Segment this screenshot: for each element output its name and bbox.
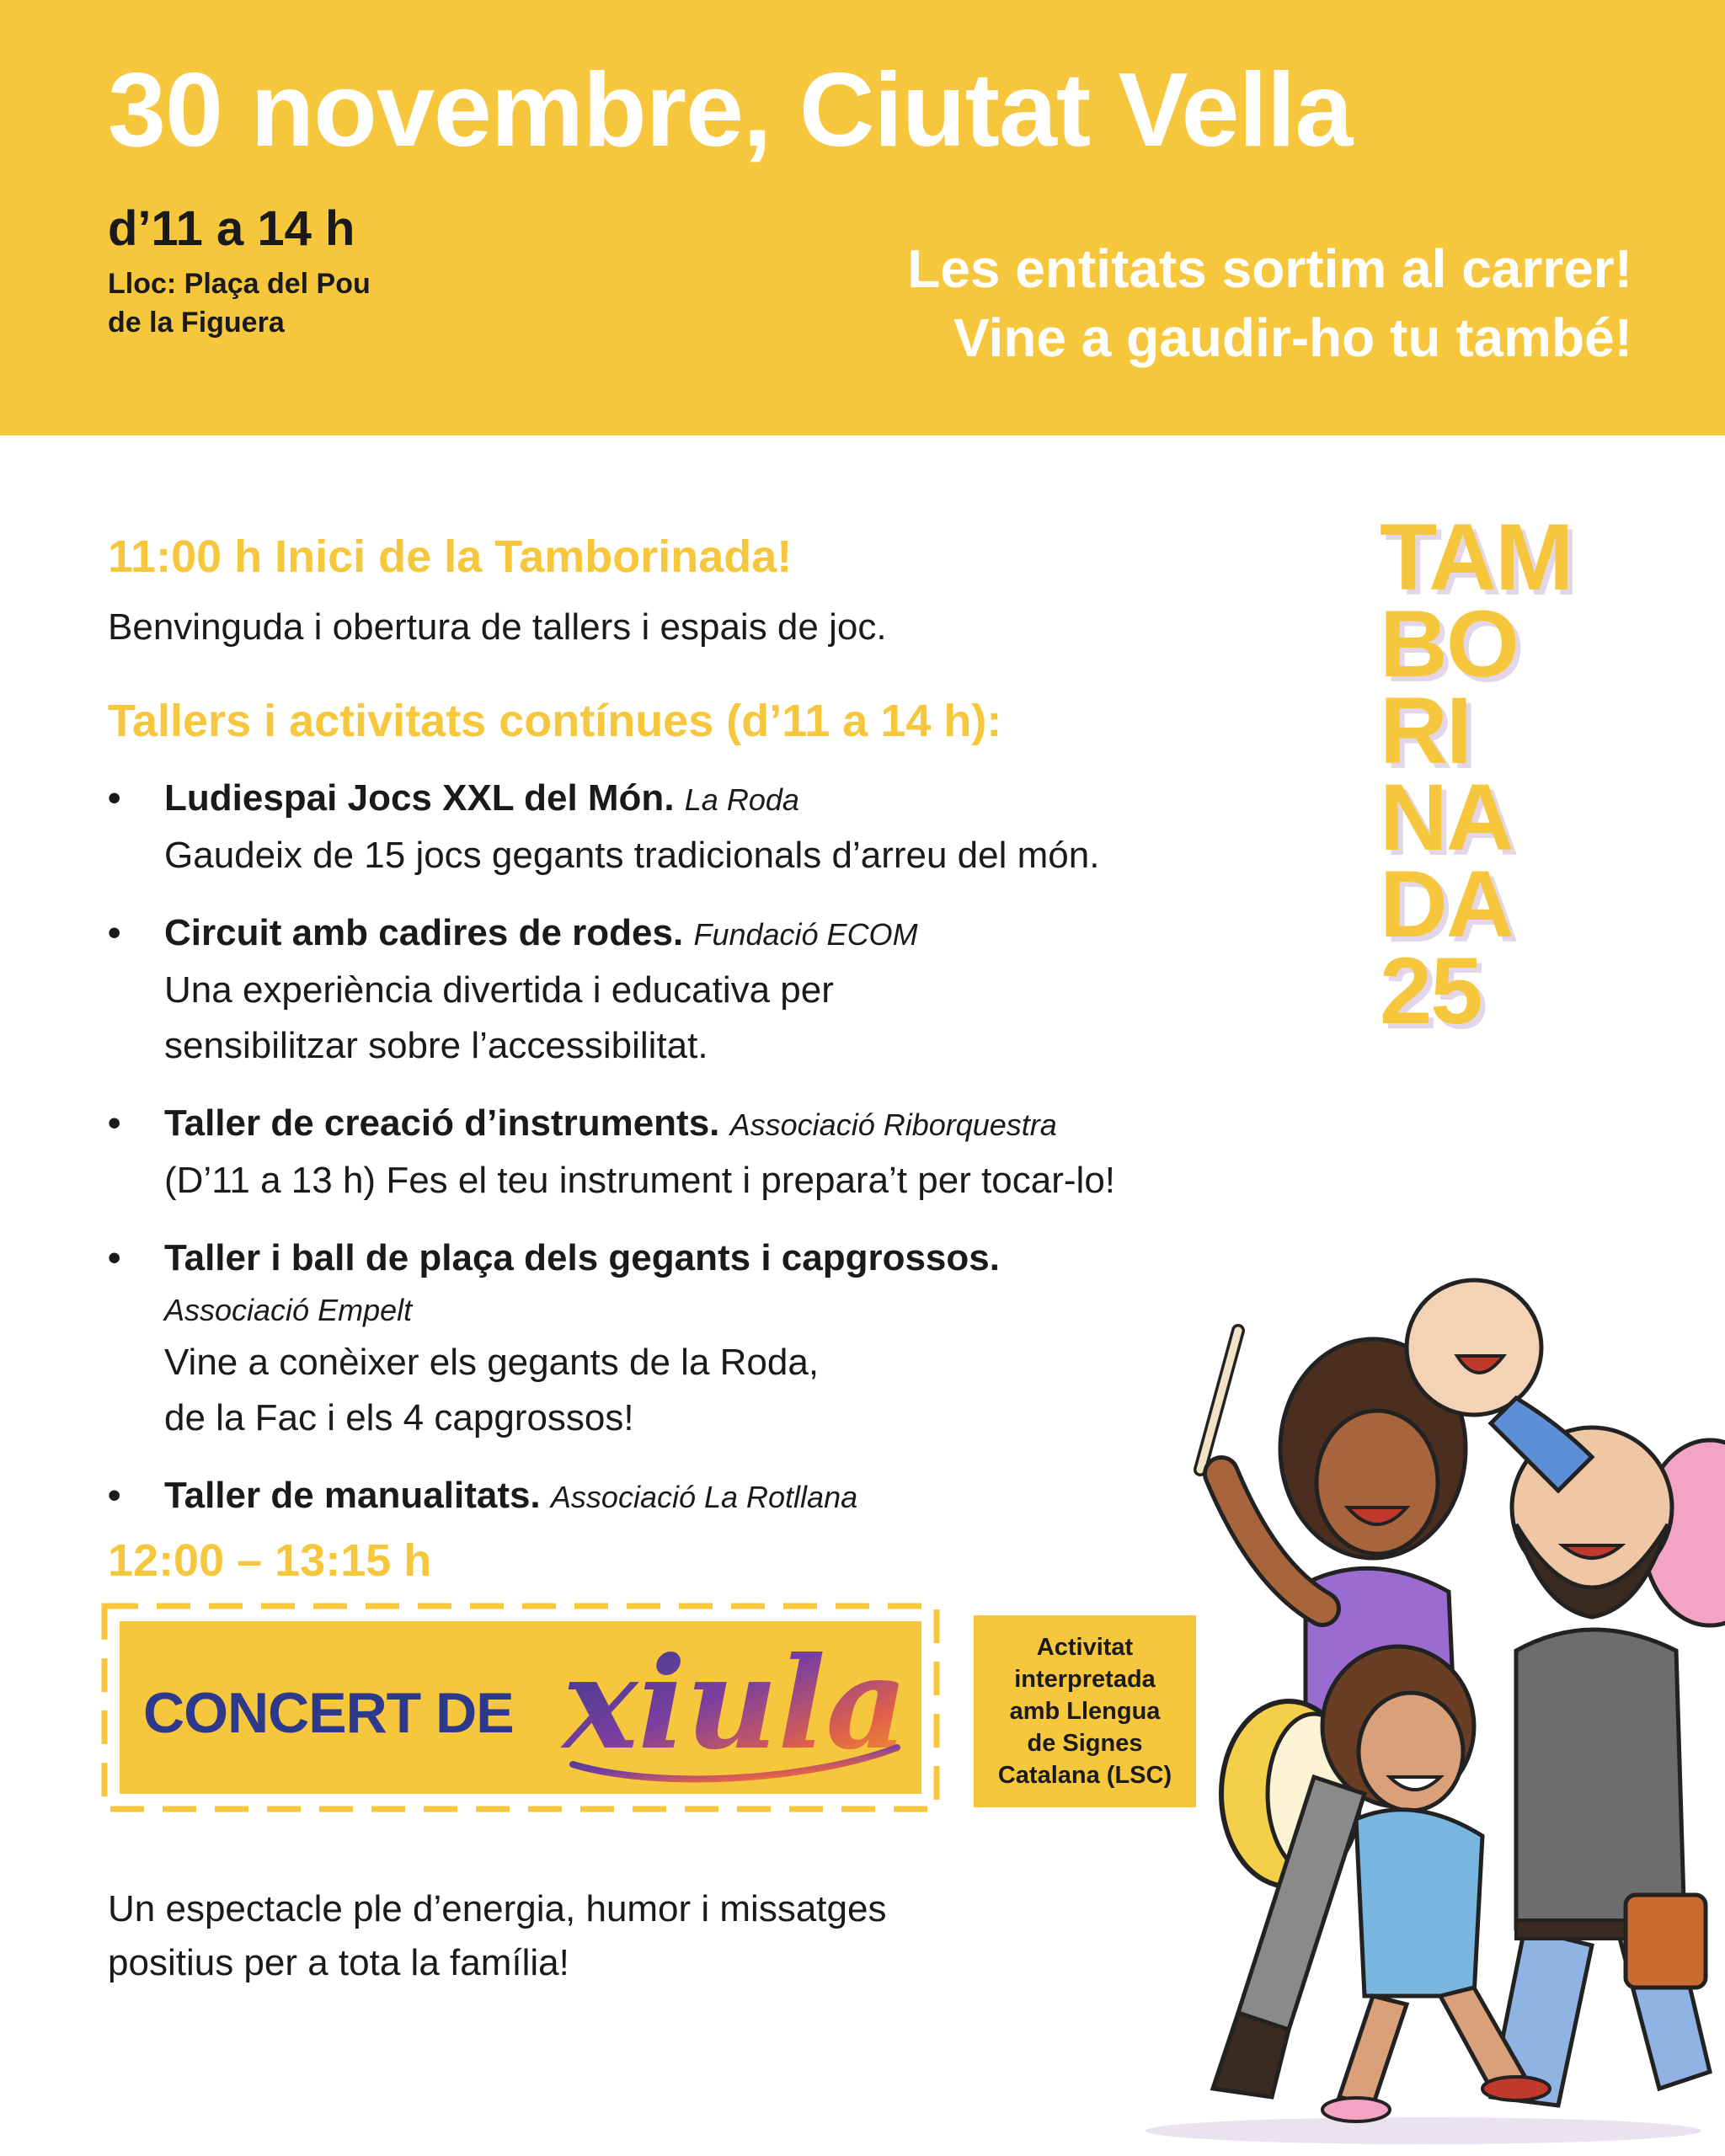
activity-org: Associació La Rotllana <box>550 1480 858 1514</box>
slogan <box>907 234 1632 372</box>
list-item <box>108 1468 1203 1525</box>
event-hours: d’11 a 14 h <box>108 201 355 256</box>
family-illustration <box>1120 1255 1725 2148</box>
xiula-logo <box>556 1621 910 1790</box>
activity-org: La Roda <box>684 782 799 817</box>
activity-title: Taller de manualitats. <box>164 1475 541 1516</box>
activity-description: Gaudeix de 15 jocs gegants tradicionals d’arreu del món. <box>164 835 1100 876</box>
list-item <box>108 905 1203 1074</box>
bullet: • <box>108 1475 121 1516</box>
concert-heading: 12:00 – 13:15 h <box>108 1535 432 1586</box>
inici-text: Benvinguda i obertura de tallers i espais de joc. <box>108 606 887 648</box>
list-item <box>108 1230 1203 1446</box>
activity-description: Una experiència divertida i educativa per sensibilitzar sobre l’accessibilitat. <box>164 969 834 1066</box>
activity-description: (D’11 a 13 h) Fes el teu instrument i prepara’t per tocar-lo! <box>164 1160 1116 1201</box>
bullet: • <box>108 912 121 953</box>
bullet: • <box>108 777 121 819</box>
logo-line: DA <box>1380 851 1513 957</box>
inici-heading: 11:00 h Inici de la Tamborinada! <box>108 531 793 582</box>
activity-title: Circuit amb cadires de rodes. <box>164 912 684 953</box>
bullet: • <box>108 1237 121 1278</box>
place-line-2: de la Figuera <box>108 307 285 339</box>
logo-line: RI <box>1380 678 1471 783</box>
activity-org: Associació Riborquestra <box>729 1107 1057 1142</box>
activity-org: Associació Empelt <box>164 1293 413 1327</box>
activity-title: Taller i ball de plaça dels gegants i capgrossos. <box>164 1237 1000 1278</box>
activity-description: Vine a conèixer els gegants de la Roda, de la Fac i els 4 capgrossos! <box>164 1342 820 1438</box>
lsc-note: Activitat interpretada amb Llengua de Signes Catalana (LSC) <box>997 1634 1172 1789</box>
logo-line: TAM <box>1380 504 1573 610</box>
bullet: • <box>108 1102 121 1144</box>
logo-line: NA <box>1380 765 1513 870</box>
xiula-logo-text: xiula <box>563 1630 908 1778</box>
list-item <box>108 1096 1203 1209</box>
page-title: 30 novembre, Ciutat Vella <box>108 52 1353 168</box>
header-banner <box>0 0 1725 435</box>
logo-line: BO <box>1380 591 1518 696</box>
tamborinada-logo <box>1380 504 1573 1043</box>
activity-title: Ludiespai Jocs XXL del Món. <box>164 777 675 819</box>
event-place <box>108 264 371 342</box>
tallers-heading: Tallers i activitats contínues (d’11 a 14 h): <box>108 696 1002 746</box>
activity-list <box>108 771 1203 1547</box>
concert-label: CONCERT DE <box>143 1681 514 1745</box>
activity-org: Fundació ECOM <box>693 917 918 952</box>
slogan-line-1: Les entitats sortim al carrer! <box>907 238 1632 299</box>
concert-description: Un espectacle ple d’energia, humor i missatges positius per a tota la família! <box>108 1888 887 1983</box>
place-line-1: Lloc: Plaça del Pou <box>108 268 371 300</box>
activity-title: Taller de creació d’instruments. <box>164 1102 720 1144</box>
logo-line: 25 <box>1380 938 1482 1043</box>
list-item <box>108 771 1203 883</box>
slogan-line-2: Vine a gaudir-ho tu també! <box>953 307 1632 368</box>
